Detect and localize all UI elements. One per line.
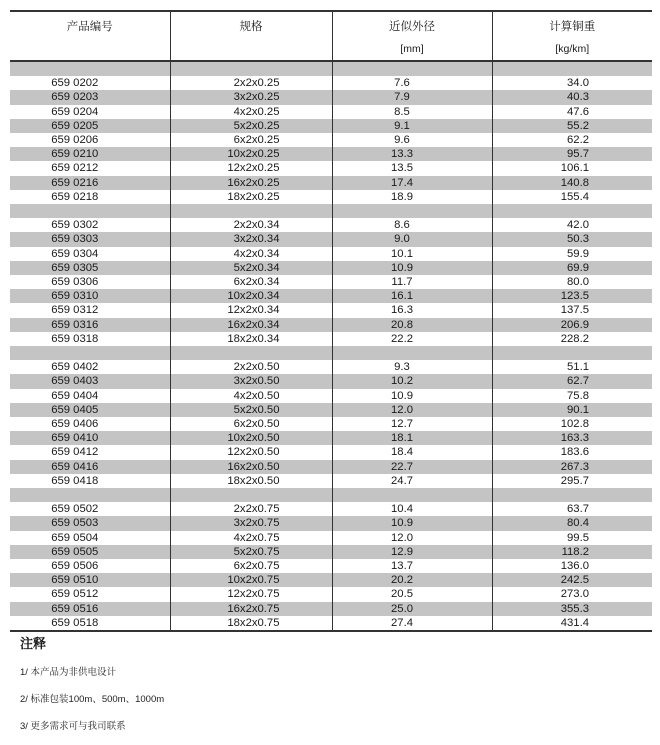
cell-specification: 12x2x0.75 — [170, 587, 332, 601]
cell-specification: 12x2x0.34 — [170, 303, 332, 317]
cell-copper-weight: 69.9 — [492, 261, 652, 275]
separator-cell — [492, 204, 652, 218]
separator-cell — [170, 204, 332, 218]
cell-specification: 4x2x0.25 — [170, 105, 332, 119]
cell-product-code: 659 0206 — [51, 134, 99, 146]
table-row — [10, 360, 652, 374]
table-row — [10, 161, 652, 175]
cell-copper-weight: 75.8 — [492, 389, 652, 403]
cell-outer-diameter: 22.7 — [332, 460, 492, 474]
cell-specification: 6x2x0.75 — [170, 559, 332, 573]
table-row — [10, 502, 652, 516]
cell-copper-weight: 80.0 — [492, 275, 652, 289]
separator-cell — [10, 204, 170, 218]
cell-outer-diameter: 12.0 — [332, 403, 492, 417]
cell-copper-weight: 59.9 — [492, 247, 652, 261]
table-row — [10, 403, 652, 417]
cell-outer-diameter: 9.1 — [332, 119, 492, 133]
separator-cell — [332, 204, 492, 218]
cell-specification: 2x2x0.75 — [170, 502, 332, 516]
cell-copper-weight: 51.1 — [492, 360, 652, 374]
cell-product-code: 659 0503 — [10, 516, 170, 530]
table-row — [10, 573, 652, 587]
cell-outer-diameter: 24.7 — [332, 474, 492, 488]
cell-outer-diameter: 11.7 — [332, 275, 492, 289]
cell-copper-weight: 273.0 — [492, 587, 652, 601]
table-row — [10, 374, 652, 388]
cell-copper-weight: 62.2 — [492, 133, 652, 147]
table-row — [10, 119, 652, 133]
cell-product-code: 659 0516 — [10, 602, 170, 616]
cell-copper-weight: 163.3 — [492, 431, 652, 445]
cell-outer-diameter: 12.9 — [332, 545, 492, 559]
cell-specification: 5x2x0.50 — [170, 403, 332, 417]
table-row — [10, 431, 652, 445]
cell-specification: 5x2x0.34 — [170, 261, 332, 275]
cable-spec-table — [10, 10, 652, 632]
cell-outer-diameter: 12.0 — [332, 531, 492, 545]
header-copper-weight — [492, 11, 652, 61]
cell-specification: 12x2x0.50 — [170, 445, 332, 459]
cell-copper-weight: 42.0 — [492, 218, 652, 232]
cell-specification: 6x2x0.50 — [170, 417, 332, 431]
table-row — [10, 417, 652, 431]
cell-product-code: 659 0210 — [10, 147, 170, 161]
cell-copper-weight: 183.6 — [492, 445, 652, 459]
cell-copper-weight: 136.0 — [492, 559, 652, 573]
group-separator-row — [10, 204, 652, 218]
cell-outer-diameter: 12.7 — [332, 417, 492, 431]
group-separator-row — [10, 488, 652, 502]
separator-cell — [10, 346, 170, 360]
header-specification — [170, 11, 332, 61]
cell-outer-diameter: 17.4 — [332, 176, 492, 190]
cell-outer-diameter: 20.8 — [332, 318, 492, 332]
table-row — [10, 247, 652, 261]
cell-outer-diameter: 10.9 — [332, 261, 492, 275]
separator-cell — [332, 346, 492, 360]
header-unit: [mm] — [400, 43, 424, 55]
cell-specification: 10x2x0.25 — [170, 147, 332, 161]
table-body — [10, 61, 652, 631]
cell-copper-weight: 355.3 — [492, 602, 652, 616]
cell-copper-weight: 80.4 — [492, 516, 652, 530]
header-unit: [kg/km] — [555, 43, 590, 55]
cell-product-code: 659 0218 — [51, 190, 99, 203]
cell-outer-diameter: 10.9 — [332, 516, 492, 530]
cell-outer-diameter: 20.5 — [332, 587, 492, 601]
table-row — [10, 232, 652, 246]
cell-product-code: 659 0404 — [51, 389, 99, 402]
cell-specification: 16x2x0.50 — [170, 460, 332, 474]
cell-specification: 2x2x0.34 — [170, 218, 332, 232]
table-row — [10, 318, 652, 332]
cell-copper-weight: 242.5 — [492, 573, 652, 587]
cell-specification: 6x2x0.34 — [170, 275, 332, 289]
cell-product-code: 659 0202 — [51, 77, 99, 90]
cell-product-code: 659 0318 — [51, 332, 99, 345]
separator-cell — [170, 346, 332, 360]
cell-copper-weight: 63.7 — [492, 502, 652, 516]
table-row — [10, 559, 652, 573]
group-separator-row — [10, 61, 652, 76]
cell-specification: 3x2x0.50 — [170, 374, 332, 388]
cell-copper-weight: 137.5 — [492, 303, 652, 317]
cell-product-code: 659 0504 — [51, 531, 99, 544]
cell-specification: 16x2x0.75 — [170, 602, 332, 616]
cell-specification: 18x2x0.75 — [170, 616, 332, 631]
cell-specification: 5x2x0.25 — [170, 119, 332, 133]
separator-cell — [492, 346, 652, 360]
cell-specification: 18x2x0.50 — [170, 474, 332, 488]
header-label: 产品编号 — [66, 21, 113, 33]
separator-cell — [332, 488, 492, 502]
table-row — [10, 303, 652, 317]
table-row — [10, 460, 652, 474]
cell-product-code: 659 0418 — [51, 474, 99, 487]
cell-specification: 18x2x0.25 — [170, 190, 332, 204]
cell-outer-diameter: 8.5 — [332, 105, 492, 119]
cell-specification: 4x2x0.34 — [170, 247, 332, 261]
cell-product-code: 659 0518 — [51, 616, 99, 629]
cell-product-code: 659 0312 — [51, 304, 99, 317]
cell-copper-weight: 40.3 — [492, 90, 652, 104]
cell-outer-diameter: 16.1 — [332, 289, 492, 303]
cell-product-code: 659 0403 — [10, 374, 170, 388]
cell-specification: 6x2x0.25 — [170, 133, 332, 147]
cell-product-code: 659 0406 — [51, 418, 99, 431]
cell-product-code: 659 0416 — [10, 460, 170, 474]
table-row — [10, 445, 652, 459]
cell-outer-diameter: 13.5 — [332, 161, 492, 175]
table-header — [10, 11, 652, 61]
cell-specification: 10x2x0.75 — [170, 573, 332, 587]
cell-specification: 16x2x0.25 — [170, 176, 332, 190]
table-row — [10, 275, 652, 289]
cell-outer-diameter: 18.1 — [332, 431, 492, 445]
cell-copper-weight: 123.5 — [492, 289, 652, 303]
cell-product-code: 659 0302 — [51, 219, 99, 232]
separator-cell — [10, 61, 170, 76]
note-item: 2/ 标准包装100m、500m、1000m — [20, 694, 165, 705]
table-row — [10, 261, 652, 275]
table-row — [10, 332, 652, 346]
cell-product-code: 659 0305 — [10, 261, 170, 275]
table-row — [10, 190, 652, 204]
notes-title: 注释 — [20, 636, 47, 651]
separator-cell — [492, 488, 652, 502]
table-row — [10, 90, 652, 104]
cell-outer-diameter: 18.9 — [332, 190, 492, 204]
cell-product-code: 659 0216 — [10, 176, 170, 190]
cell-outer-diameter: 20.2 — [332, 573, 492, 587]
cell-specification: 2x2x0.50 — [170, 360, 332, 374]
table-row — [10, 616, 652, 631]
cell-product-code: 659 0412 — [51, 446, 99, 459]
table-row — [10, 474, 652, 488]
notes-section — [20, 633, 164, 745]
cell-specification: 2x2x0.25 — [170, 76, 332, 90]
cell-copper-weight: 62.7 — [492, 374, 652, 388]
cell-product-code: 659 0303 — [10, 232, 170, 246]
table-row — [10, 545, 652, 559]
header-label: 计算铜重 — [549, 21, 596, 33]
cell-outer-diameter: 22.2 — [332, 332, 492, 346]
header-product-code — [10, 11, 170, 61]
cell-specification: 4x2x0.75 — [170, 531, 332, 545]
table-row — [10, 133, 652, 147]
cell-product-code: 659 0212 — [51, 162, 99, 175]
cell-copper-weight: 90.1 — [492, 403, 652, 417]
cell-specification: 4x2x0.50 — [170, 389, 332, 403]
note-item: 1/ 本产品为非供电设计 — [20, 667, 117, 678]
header-outer-diameter — [332, 11, 492, 61]
table-row — [10, 147, 652, 161]
header-row — [10, 11, 652, 61]
cell-outer-diameter: 7.9 — [332, 90, 492, 104]
table-row — [10, 531, 652, 545]
table-row — [10, 587, 652, 601]
cell-specification: 3x2x0.34 — [170, 232, 332, 246]
cell-product-code: 659 0512 — [51, 588, 99, 601]
cell-specification: 18x2x0.34 — [170, 332, 332, 346]
note-item: 3/ 更多需求可与我司联系 — [20, 721, 126, 732]
separator-cell — [492, 61, 652, 76]
cell-outer-diameter: 18.4 — [332, 445, 492, 459]
cell-outer-diameter: 10.9 — [332, 389, 492, 403]
table-row — [10, 602, 652, 616]
cell-copper-weight: 206.9 — [492, 318, 652, 332]
cell-product-code: 659 0203 — [10, 90, 170, 104]
cell-copper-weight: 118.2 — [492, 545, 652, 559]
cell-product-code: 659 0204 — [51, 105, 99, 118]
cell-copper-weight: 102.8 — [492, 417, 652, 431]
separator-cell — [10, 488, 170, 502]
cell-product-code: 659 0304 — [51, 247, 99, 260]
cell-product-code: 659 0310 — [10, 289, 170, 303]
cell-specification: 3x2x0.75 — [170, 516, 332, 530]
cell-product-code: 659 0405 — [10, 403, 170, 417]
cell-copper-weight: 34.0 — [492, 76, 652, 90]
cell-outer-diameter: 25.0 — [332, 602, 492, 616]
separator-cell — [170, 61, 332, 76]
cell-outer-diameter: 7.6 — [332, 76, 492, 90]
cell-copper-weight: 295.7 — [492, 474, 652, 488]
cell-product-code: 659 0506 — [51, 560, 99, 573]
cell-copper-weight: 106.1 — [492, 161, 652, 175]
cell-outer-diameter: 27.4 — [332, 616, 492, 631]
cell-specification: 10x2x0.50 — [170, 431, 332, 445]
separator-cell — [170, 488, 332, 502]
cell-specification: 5x2x0.75 — [170, 545, 332, 559]
table-row — [10, 289, 652, 303]
cell-copper-weight: 267.3 — [492, 460, 652, 474]
header-label: 规格 — [239, 21, 263, 33]
cell-outer-diameter: 13.3 — [332, 147, 492, 161]
cell-copper-weight: 47.6 — [492, 105, 652, 119]
cell-copper-weight: 155.4 — [492, 190, 652, 204]
cell-specification: 12x2x0.25 — [170, 161, 332, 175]
cell-specification: 16x2x0.34 — [170, 318, 332, 332]
table-row — [10, 218, 652, 232]
cell-specification: 3x2x0.25 — [170, 90, 332, 104]
cell-product-code: 659 0510 — [10, 573, 170, 587]
table-row — [10, 389, 652, 403]
cell-copper-weight: 95.7 — [492, 147, 652, 161]
table-row — [10, 176, 652, 190]
cell-product-code: 659 0410 — [10, 431, 170, 445]
cell-outer-diameter: 10.2 — [332, 374, 492, 388]
cell-product-code: 659 0402 — [51, 361, 99, 374]
header-label: 近似外径 — [389, 21, 435, 33]
cell-outer-diameter: 10.1 — [332, 247, 492, 261]
cell-outer-diameter: 10.4 — [332, 502, 492, 516]
cell-outer-diameter: 13.7 — [332, 559, 492, 573]
cell-copper-weight: 55.2 — [492, 119, 652, 133]
table-row — [10, 516, 652, 530]
cell-copper-weight: 99.5 — [492, 531, 652, 545]
cell-copper-weight: 228.2 — [492, 332, 652, 346]
cell-product-code: 659 0205 — [10, 119, 170, 133]
cell-product-code: 659 0316 — [10, 318, 170, 332]
group-separator-row — [10, 346, 652, 360]
cell-product-code: 659 0306 — [51, 276, 99, 289]
cell-product-code: 659 0502 — [51, 503, 99, 516]
cell-outer-diameter: 9.0 — [332, 232, 492, 246]
table-row — [10, 76, 652, 90]
table-row — [10, 105, 652, 119]
cell-copper-weight: 50.3 — [492, 232, 652, 246]
separator-cell — [332, 61, 492, 76]
cell-copper-weight: 140.8 — [492, 176, 652, 190]
cell-outer-diameter: 9.6 — [332, 133, 492, 147]
cell-product-code: 659 0505 — [10, 545, 170, 559]
cell-specification: 10x2x0.34 — [170, 289, 332, 303]
cell-outer-diameter: 9.3 — [332, 360, 492, 374]
cell-outer-diameter: 8.6 — [332, 218, 492, 232]
cell-outer-diameter: 16.3 — [332, 303, 492, 317]
cell-copper-weight: 431.4 — [492, 616, 652, 631]
